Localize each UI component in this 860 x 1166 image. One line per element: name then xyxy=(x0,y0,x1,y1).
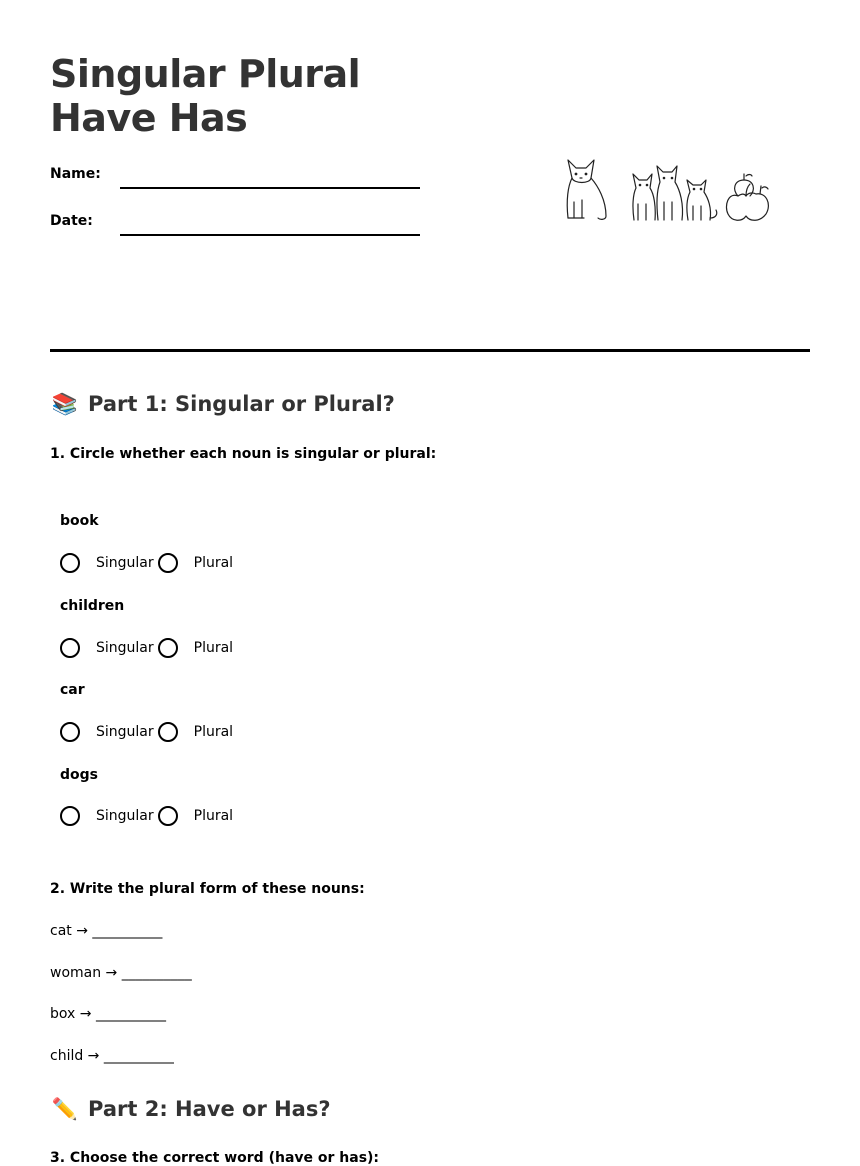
singular-radio[interactable] xyxy=(60,722,80,742)
noun-options xyxy=(60,553,237,573)
date-field[interactable] xyxy=(120,234,420,236)
date-label: Date: xyxy=(50,213,93,229)
noun-label: car xyxy=(60,682,85,698)
singular-radio[interactable] xyxy=(60,806,80,826)
cats-and-apples-illustration xyxy=(560,150,780,230)
name-field[interactable] xyxy=(120,187,420,189)
part2-heading xyxy=(50,1095,331,1123)
noun-label: dogs xyxy=(60,767,98,783)
books-icon: 📚 xyxy=(51,392,79,416)
plural-label: Plural xyxy=(193,724,234,740)
plural-item[interactable]: box → __________ xyxy=(50,1006,166,1022)
section-divider xyxy=(50,349,810,352)
plural-item[interactable]: cat → __________ xyxy=(50,923,163,939)
singular-label: Singular xyxy=(96,724,154,740)
noun-options xyxy=(60,638,237,658)
plural-label: Plural xyxy=(193,808,234,824)
part1-heading-text: Part 1: Singular or Plural? xyxy=(88,392,395,416)
question-1: 1. Circle whether each noun is singular or plural: xyxy=(50,446,437,462)
name-label: Name: xyxy=(50,166,101,182)
plural-label: Plural xyxy=(193,640,234,656)
noun-label: children xyxy=(60,598,125,614)
part1-heading xyxy=(50,390,395,418)
noun-options xyxy=(60,722,237,742)
plural-item[interactable]: woman → __________ xyxy=(50,965,192,981)
part2-heading-text: Part 2: Have or Has? xyxy=(88,1097,331,1121)
pencil-icon: ✏️ xyxy=(51,1097,79,1121)
single-cat-icon xyxy=(567,160,606,219)
plural-radio[interactable] xyxy=(158,553,178,573)
apples-icon xyxy=(726,174,768,220)
singular-label: Singular xyxy=(96,808,154,824)
noun-options xyxy=(60,806,237,826)
question-3: 3. Choose the correct word (have or has): xyxy=(50,1150,380,1166)
singular-label: Singular xyxy=(96,555,154,571)
noun-label: book xyxy=(60,513,99,529)
plural-item[interactable]: child → __________ xyxy=(50,1048,174,1064)
singular-label: Singular xyxy=(96,640,154,656)
plural-radio[interactable] xyxy=(158,722,178,742)
plural-radio[interactable] xyxy=(158,806,178,826)
plural-label: Plural xyxy=(193,555,234,571)
plural-radio[interactable] xyxy=(158,638,178,658)
singular-radio[interactable] xyxy=(60,638,80,658)
three-cats-icon xyxy=(633,166,717,220)
question-2: 2. Write the plural form of these nouns: xyxy=(50,881,365,897)
worksheet-title: Singular Plural Have Has xyxy=(50,52,361,140)
singular-radio[interactable] xyxy=(60,553,80,573)
